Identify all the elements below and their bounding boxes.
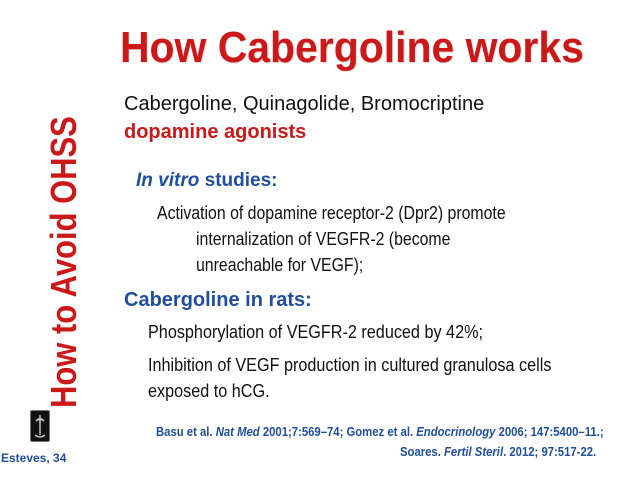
page-title: How Cabergoline works <box>120 23 584 72</box>
institution-logo-icon <box>30 410 50 442</box>
in-vitro-line-2: internalization of VEGFR-2 (become <box>196 229 451 249</box>
vertical-section-title: How to Avoid OHSS <box>43 116 84 409</box>
ref-text: . 2012; 97:517-22. <box>503 444 597 459</box>
in-vitro-line-1: Activation of dopamine receptor-2 (Dpr2) promote <box>157 203 506 223</box>
in-vitro-rest: studies: <box>199 170 278 191</box>
author-citation: Esteves, 34 <box>1 451 67 465</box>
ref-journal: Endocrinology <box>416 424 496 439</box>
ref-journal: Fertil Steril <box>444 444 504 459</box>
drug-class-label: dopamine agonists <box>124 121 307 143</box>
ref-text: Basu et al. <box>156 424 216 439</box>
ref-journal: Nat Med <box>215 424 260 439</box>
in-vitro-heading <box>136 170 277 192</box>
rats-item-1: Phosphorylation of VEGFR-2 reduced by 42%; <box>148 322 483 342</box>
drug-list: Cabergoline, Quinagolide, Bromocriptine <box>124 93 485 115</box>
reference-line-1 <box>156 424 604 439</box>
rats-item-2-line-1: Inhibition of VEGF production in cultured granulosa cells <box>148 355 552 375</box>
ref-text: 2001;7:569–74; Gomez et al. <box>259 424 417 439</box>
ref-text: 2006; 147:5400–11.; <box>495 424 604 439</box>
ref-text: Soares. <box>400 444 445 459</box>
reference-line-2 <box>400 444 596 459</box>
in-vitro-line-3: unreachable for VEGF); <box>196 255 364 275</box>
rats-heading: Cabergoline in rats: <box>124 289 312 311</box>
rats-item-2-line-2: exposed to hCG. <box>148 381 270 401</box>
in-vitro-italic: In vitro <box>136 170 200 191</box>
